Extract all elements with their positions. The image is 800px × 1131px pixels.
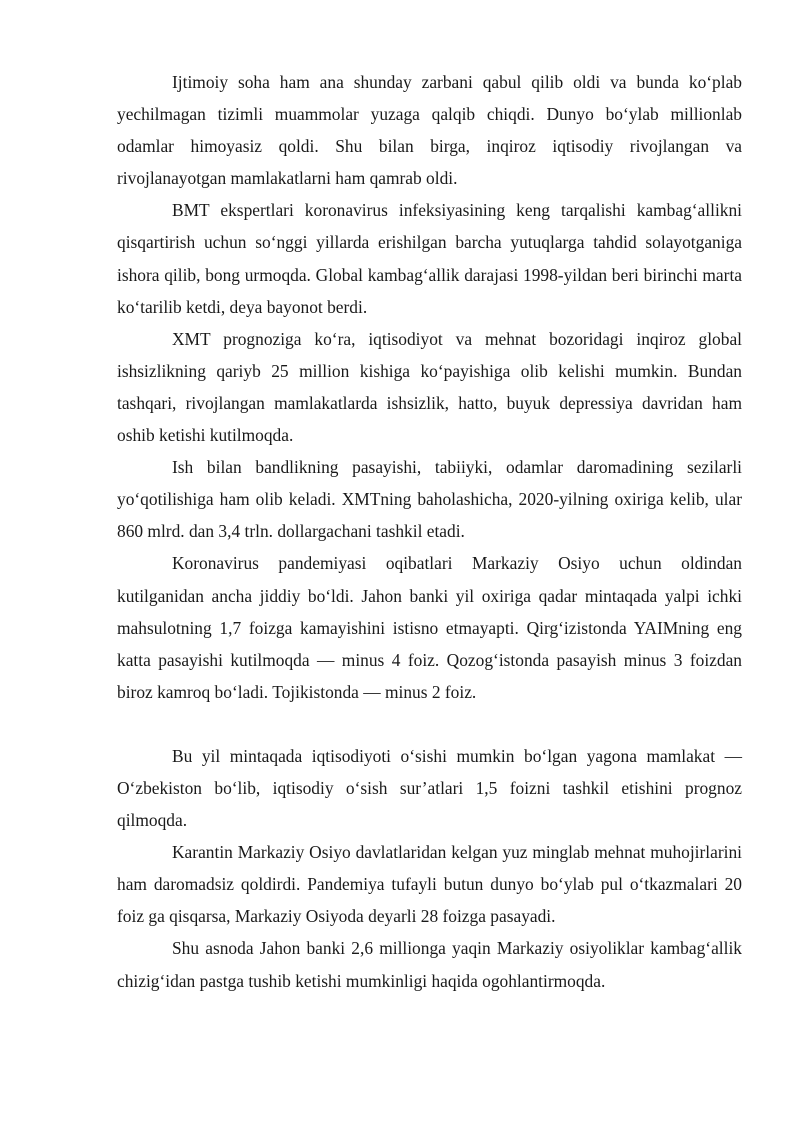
paragraph-poverty-warning: Shu asnoda Jahon banki 2,6 millionga yaqin Markaziy osiyoliklar kambag‘allik chizig‘idan pastga tushib ketishi mumkinligi haqida ogohlantirmoqda. [117,938,742,991]
paragraph-migrant-workers: Karantin Markaziy Osiyo davlatlaridan kelgan yuz minglab mehnat muhojirlarini ham daromadsiz qoldirdi. Pandemiya tufayli butun dunyo bo‘ylab pul o‘tkazmalari 20 foiz ga qisqarsa, Markaziy Osiyoda deyarli 28 foizga pasayadi. [117,842,742,927]
paragraph-ilo-forecast: XMT prognoziga ko‘ra, iqtisodiyot va mehnat bozoridagi inqiroz global ishsizlikning qariyb 25 million kishiga ko‘payishiga olib kelishi mumkin. Bundan tashqari, rivojlangan mamlakatlarda ishsizlik, hatto, buyuk depressiya davridan ham oshib ketishi kutilmoqda. [117,328,742,446]
document-body [117,66,742,997]
paragraph-social-sphere: Ijtimoiy soha ham ana shunday zarbani qabul qilib oldi va bunda ko‘plab yechilmagan tizimli muammolar yuzaga qalqib chiqdi. Dunyo bo‘ylab millionlab odamlar himoyasiz qoldi. Shu bilan birga, inqiroz iqtisodiy rivojlangan va rivojlanayotgan mamlakatlarni ham qamrab oldi. [117,72,742,189]
paragraph-central-asia-impact: Koronavirus pandemiyasi oqibatlari Markaziy Osiyo uchun oldindan kutilganidan ancha jiddiy bo‘ldi. Jahon banki yil oxiriga qadar mintaqada yalpi ichki mahsulotning 1,7 foizga kamayishini istisno etmayapti. Qirg‘izistonda YAIMning eng katta pasayishi kutilmoqda — minus 4 foiz. Qozog‘istonda pasayish minus 3 foizdan biroz kamroq bo‘ladi. Tojikistonda — minus 2 foiz. [117,553,742,702]
paragraph-un-experts: BMT ekspertlari koronavirus infeksiyasining keng tarqalishi kambag‘allikni qisqartirish uchun so‘nggi yillarda erishilgan barcha yutuqlarga tahdid solayotganiga ishora qilib, bong urmoqda. Global kambag‘allik darajasi 1998-yildan beri birinchi marta ko‘tarilib ketdi, deya bayonot berdi. [117,200,742,317]
paragraph-employment-decline: Ish bilan bandlikning pasayishi, tabiiyki, odamlar daromadining sezilarli yo‘qotilishiga ham olib keladi. XMTning baholashicha, 2020-yilning oxiriga kelib, ular 860 mlrd. dan 3,4 trln. dollargachani tashkil etadi. [117,457,742,542]
paragraph-gap [117,708,742,740]
paragraph-uzbekistan-growth: Bu yil mintaqada iqtisodiyoti o‘sishi mumkin bo‘lgan yagona mamlakat — O‘zbekiston bo‘lib, iqtisodiy o‘sish sur’atlari 1,5 foizni tashkil etishini prognoz qilmoqda. [117,745,742,831]
